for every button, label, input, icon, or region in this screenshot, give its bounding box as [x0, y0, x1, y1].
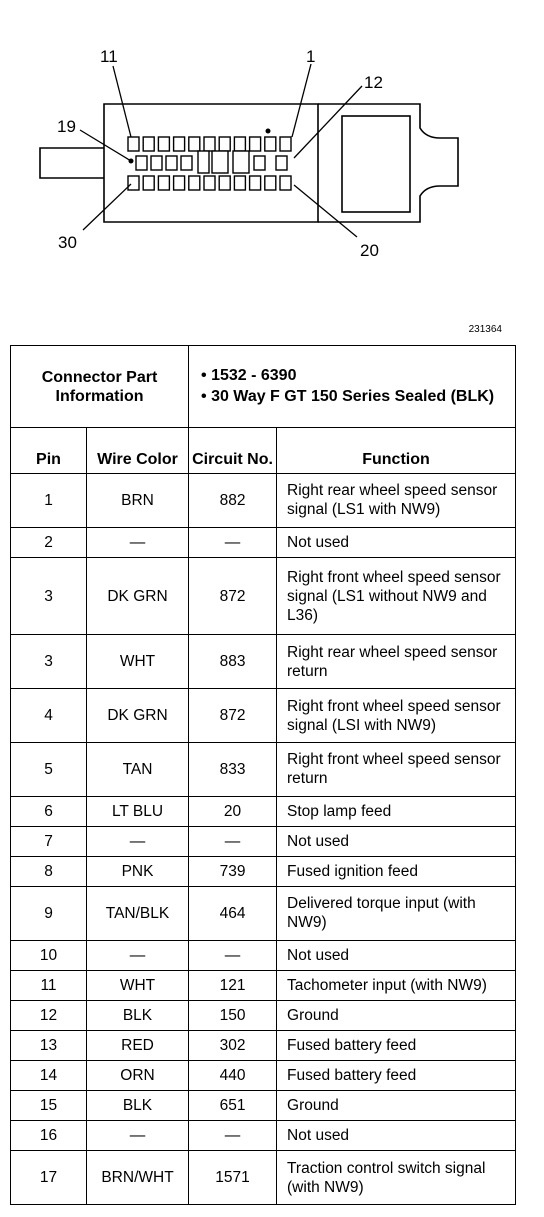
- pin-cavity: [166, 156, 177, 170]
- wire-color-cell: —: [87, 1120, 189, 1150]
- pin-cavity: [158, 137, 169, 151]
- table-row: [11, 527, 516, 557]
- pin-cavity: [265, 137, 276, 151]
- circuit-cell: —: [189, 527, 277, 557]
- pin-cell: 3: [11, 557, 87, 635]
- pin-cavity: [151, 156, 162, 170]
- pin-cavity: [174, 137, 185, 151]
- table-row: [11, 1000, 516, 1030]
- table-row: [11, 940, 516, 970]
- function-cell: Right rear wheel speed sensor return: [277, 635, 516, 689]
- pin-cell: 15: [11, 1090, 87, 1120]
- function-cell: Fused battery feed: [277, 1060, 516, 1090]
- callout-11: 11: [100, 47, 118, 66]
- pin-cavity: [212, 151, 228, 173]
- pin-cell: 16: [11, 1120, 87, 1150]
- function-cell: Not used: [277, 940, 516, 970]
- pin-cavity: [254, 156, 265, 170]
- circuit-cell: —: [189, 940, 277, 970]
- pin-cavity: [234, 176, 245, 190]
- wire-color-cell: PNK: [87, 856, 189, 886]
- pinout-table: [10, 345, 516, 1205]
- callout-12: 12: [364, 73, 383, 92]
- pin-cavity: [143, 176, 154, 190]
- pin-cavity: [250, 176, 261, 190]
- wire-color-cell: BRN: [87, 474, 189, 528]
- pin-cell: 2: [11, 527, 87, 557]
- pin-cavity: [143, 137, 154, 151]
- circuit-cell: 872: [189, 689, 277, 743]
- function-cell: Not used: [277, 527, 516, 557]
- pin-cavity: [198, 151, 209, 173]
- pin-cavity: [136, 156, 147, 170]
- table-row: [11, 1151, 516, 1205]
- pin-cavity: [204, 176, 215, 190]
- pin-cavity: [181, 156, 192, 170]
- table-row: [11, 635, 516, 689]
- table-row: [11, 1090, 516, 1120]
- figure-id: 231364: [468, 324, 502, 335]
- pin-cell: 9: [11, 886, 87, 940]
- pin-cell: 8: [11, 856, 87, 886]
- function-cell: Stop lamp feed: [277, 796, 516, 826]
- pin-cavity: [174, 176, 185, 190]
- pin-cell: 6: [11, 796, 87, 826]
- function-cell: Ground: [277, 1090, 516, 1120]
- circuit-cell: 872: [189, 557, 277, 635]
- pin-cell: 12: [11, 1000, 87, 1030]
- pin-cavity: [280, 137, 291, 151]
- wire-color-cell: BLK: [87, 1000, 189, 1030]
- pin-cavity: [280, 176, 291, 190]
- wire-color-cell: DK GRN: [87, 557, 189, 635]
- connector-part-list: [189, 346, 516, 428]
- wire-color-cell: BLK: [87, 1090, 189, 1120]
- pin-cell: 14: [11, 1060, 87, 1090]
- col-header-circuit: Circuit No.: [189, 428, 277, 474]
- table-row: [11, 796, 516, 826]
- function-cell: Not used: [277, 826, 516, 856]
- table-row: [11, 689, 516, 743]
- wire-color-cell: —: [87, 527, 189, 557]
- function-cell: Right front wheel speed sensor return: [277, 743, 516, 797]
- wire-color-cell: —: [87, 826, 189, 856]
- function-cell: Fused ignition feed: [277, 856, 516, 886]
- table-row: [11, 557, 516, 635]
- callout-19: 19: [57, 117, 76, 136]
- circuit-cell: 150: [189, 1000, 277, 1030]
- pin-cavity: [128, 137, 139, 151]
- wire-color-cell: ORN: [87, 1060, 189, 1090]
- wire-color-cell: WHT: [87, 635, 189, 689]
- wire-color-cell: LT BLU: [87, 796, 189, 826]
- function-cell: Right front wheel speed sensor signal (LSI with NW9): [277, 689, 516, 743]
- pin-cell: 13: [11, 1030, 87, 1060]
- wire-color-cell: TAN: [87, 743, 189, 797]
- function-cell: Delivered torque input (with NW9): [277, 886, 516, 940]
- callout-30: 30: [58, 233, 77, 252]
- table-row: [11, 826, 516, 856]
- connector-part-label: Connector Part Information: [11, 346, 189, 428]
- pin-cavity: [158, 176, 169, 190]
- pin-cavity: [219, 176, 230, 190]
- function-cell: Right front wheel speed sensor signal (LS1 without NW9 and L36): [277, 557, 516, 635]
- wire-color-cell: WHT: [87, 970, 189, 1000]
- pin-cell: 3: [11, 635, 87, 689]
- function-cell: Not used: [277, 1120, 516, 1150]
- circuit-cell: 883: [189, 635, 277, 689]
- circuit-cell: 121: [189, 970, 277, 1000]
- circuit-cell: —: [189, 826, 277, 856]
- circuit-cell: 1571: [189, 1151, 277, 1205]
- connector-description: • 30 Way F GT 150 Series Sealed (BLK): [201, 387, 495, 405]
- wire-color-cell: TAN/BLK: [87, 886, 189, 940]
- pin-cell: 1: [11, 474, 87, 528]
- pin-cavity: [204, 137, 215, 151]
- pin-cavity: [219, 137, 230, 151]
- pin-cavity: [276, 156, 287, 170]
- col-header-wire-color: Wire Color: [87, 428, 189, 474]
- pin-cell: 4: [11, 689, 87, 743]
- pin-cell: 11: [11, 970, 87, 1000]
- pin-cavity: [234, 137, 245, 151]
- table-row: [11, 1060, 516, 1090]
- table-row: [11, 743, 516, 797]
- circuit-cell: 882: [189, 474, 277, 528]
- pin-cell: 10: [11, 940, 87, 970]
- part-number: • 1532 - 6390: [201, 366, 297, 384]
- wire-color-cell: BRN/WHT: [87, 1151, 189, 1205]
- connector-diagram: [0, 0, 544, 320]
- col-header-pin: Pin: [11, 428, 87, 474]
- function-cell: Traction control switch signal (with NW9): [277, 1151, 516, 1205]
- circuit-cell: 739: [189, 856, 277, 886]
- callout-1: 1: [306, 47, 316, 66]
- table-row: [11, 886, 516, 940]
- pin-cavity: [189, 176, 200, 190]
- function-cell: Tachometer input (with NW9): [277, 970, 516, 1000]
- col-header-function: Function: [277, 428, 516, 474]
- circuit-cell: 20: [189, 796, 277, 826]
- table-row: [11, 856, 516, 886]
- function-cell: Fused battery feed: [277, 1030, 516, 1060]
- circuit-cell: 302: [189, 1030, 277, 1060]
- circuit-cell: 440: [189, 1060, 277, 1090]
- circuit-cell: 833: [189, 743, 277, 797]
- function-cell: Ground: [277, 1000, 516, 1030]
- function-cell: Right rear wheel speed sensor signal (LS1 with NW9): [277, 474, 516, 528]
- pin-cell: 17: [11, 1151, 87, 1205]
- pin-cavity: [250, 137, 261, 151]
- circuit-cell: 464: [189, 886, 277, 940]
- pin-cell: 5: [11, 743, 87, 797]
- pin-cavity: [233, 151, 249, 173]
- wire-color-cell: —: [87, 940, 189, 970]
- wire-color-cell: RED: [87, 1030, 189, 1060]
- wire-color-cell: DK GRN: [87, 689, 189, 743]
- pin-cavity: [128, 176, 139, 190]
- table-row: [11, 1120, 516, 1150]
- table-row: [11, 1030, 516, 1060]
- table-row: [11, 474, 516, 528]
- circuit-cell: 651: [189, 1090, 277, 1120]
- pin-cavity: [189, 137, 200, 151]
- pin-cavity: [265, 176, 276, 190]
- circuit-cell: —: [189, 1120, 277, 1150]
- table-row: [11, 970, 516, 1000]
- callout-20: 20: [360, 241, 379, 260]
- pin-cell: 7: [11, 826, 87, 856]
